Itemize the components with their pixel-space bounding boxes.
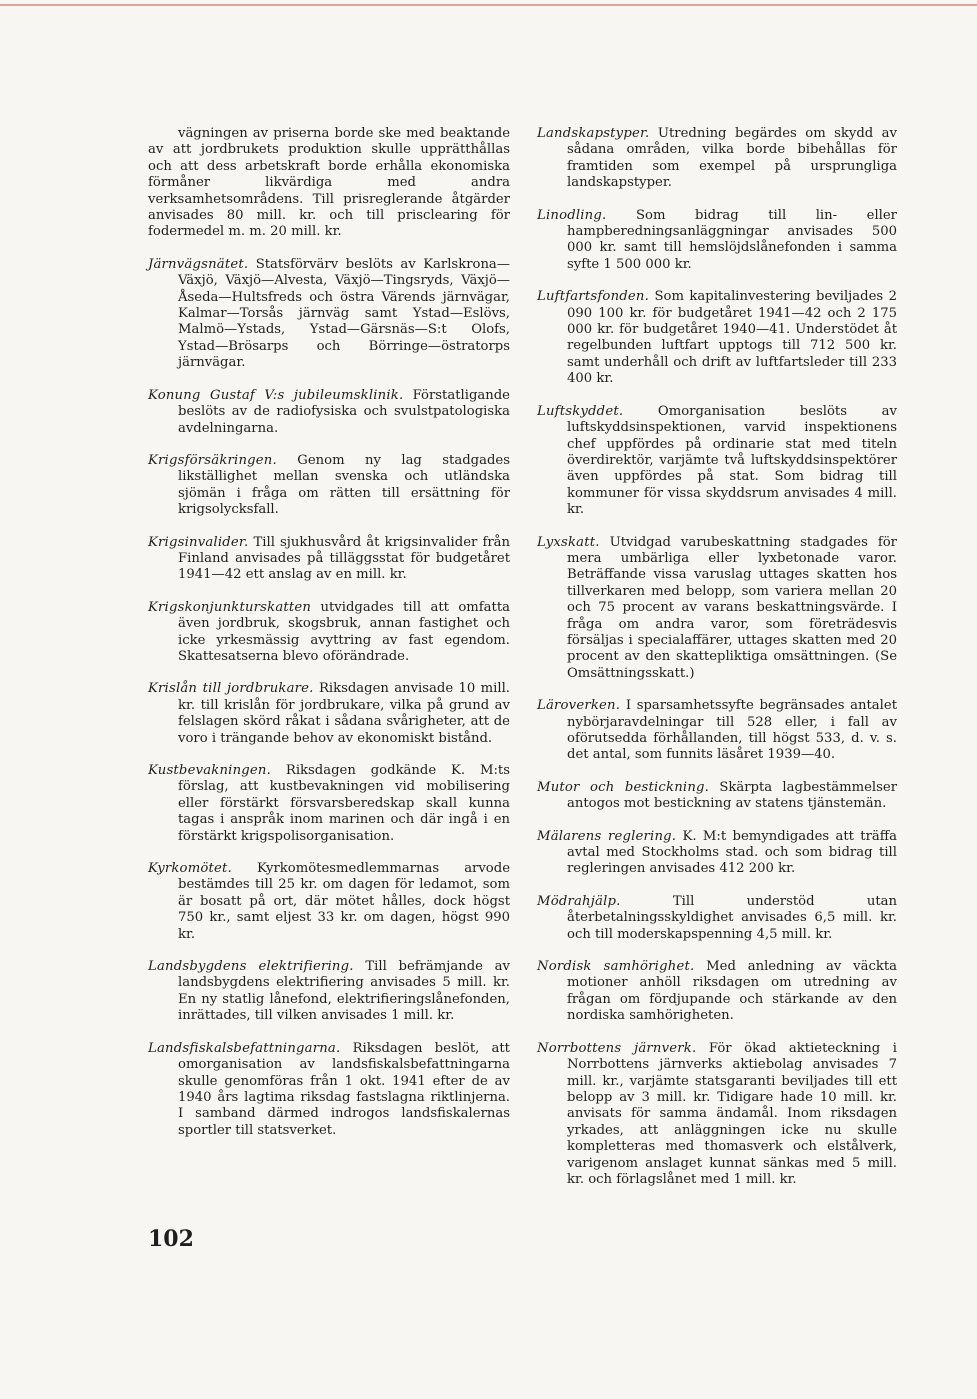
- entry-heading: Järnvägsnätet.: [148, 256, 249, 272]
- entry-text: I sparsamhetssyfte begränsades antalet nybörjaravdelningar till 528 eller, i fall av oförutsedda förhållanden, till högst 533, d. v. s. det antal, som funnits läsåret 1939—40.: [567, 698, 897, 763]
- entry-heading: Konung Gustaf V:s jubileumsklinik.: [148, 387, 404, 403]
- entry-text: Riksdagen anvisade 10 mill. kr. till krislån för jordbrukare, vilka på grund av felslagen skörd råkat i sådana svårigheter, att de voro i trängande behov av ekonomiskt bistånd.: [178, 681, 511, 746]
- left-column: [148, 126, 510, 1155]
- entry-text: Med anledning av väckta motioner anhöll riksdagen om utredning av frågan om fördjupande och stärkande av den nordiska samhörigheten.: [567, 959, 897, 1024]
- entry-heading: Norrbottens järnverk.: [537, 1040, 697, 1056]
- entry-text: Genom ny lag stadgades likställighet mellan svenska och utländska sjömän i fråga om rätten till ersättning för krigsolycksfall.: [178, 452, 510, 518]
- entry-landskapstyper: [537, 126, 897, 192]
- entry-text: Förstatligande beslöts av de radiofysiska och svulstpatologiska avdelningarna.: [178, 387, 510, 436]
- entry-text: K. M:t bemyndigades att träffa avtal med Stockholms stad. och som bidrag till regleringen anvisades 412 200 kr.: [567, 828, 898, 877]
- right-column: [537, 126, 897, 1204]
- entry-text: vägningen av priserna borde ske med beaktande av att jordbrukets produktion skulle upprätthållas och att dess arbetskraft borde erhålla ekonomiska förmåner likvärdiga med andra verksamhetsområdens. Till prisreglerande åtgärder anvisades 80 mill. kr. och till prisclearing för fodermedel m. m. 20 mill. kr.: [148, 126, 510, 240]
- entry-heading: Krigskonjunkturskatten: [148, 599, 312, 615]
- entry-heading: Mödrahjälp.: [537, 893, 621, 909]
- entry-jubileumsklinik: [148, 388, 510, 437]
- entry-heading: Landsbygdens elektrifiering.: [148, 959, 354, 975]
- entry-lyxskatt: [537, 535, 897, 683]
- entry-heading: Nordisk samhörighet.: [537, 959, 695, 975]
- entry-heading: Krislån till jordbrukare.: [148, 681, 314, 697]
- entry-krigsinvalider: [148, 535, 510, 584]
- entry-text: Kyrkomötesmedlemmarnas arvode bestämdes till 25 kr. om dagen för ledamot, som är bosatt på ort, där mötet hålles, dock högst 750 kr., samt eljest 33 kr. om dagen, högst 990 kr.: [178, 861, 510, 942]
- entry-text: Som kapitalinvestering beviljades 2 090 100 kr. för budgetåret 1941—42 och 2 175 000 kr. för budgetåret 1940—41. Understödet åt regelbunden luftfart upptogs till 712 500 kr. samt underhåll och drift av luftfartsleder till 233 400 kr.: [567, 289, 897, 387]
- entry-text: Till understöd utan återbetalningsskyldighet anvisades 6,5 mill. kr. och till moderskapspenning 4,5 mill. kr.: [567, 893, 897, 942]
- entry-heading: Landsfiskalsbefattningarna.: [148, 1040, 341, 1056]
- entry-heading: Luftfartsfonden.: [537, 289, 649, 305]
- entry-mutor-och-bestickning: [537, 780, 897, 813]
- entry-text: Till sjukhusvård åt krigsinvalider från Finland anvisades på tilläggsstat för budgetåret 1941—42 ett anslag av en mill. kr.: [178, 534, 510, 583]
- entry-heading: Krigsförsäkringen.: [148, 452, 277, 468]
- entry-laroverken: [537, 698, 897, 764]
- entry-heading: Läroverken.: [537, 698, 621, 714]
- entry-landsbygdens-elektrifiering: [148, 959, 510, 1025]
- entry-text: Riksdagen godkände K. M:ts förslag, att kustbevakningen vid mobilisering eller förstärkt försvarsberedskap skall kunna tagas i anspråk inom marinen och där ingå i en förstärkt krigspolisorganisation.: [178, 763, 510, 844]
- entry-text: Skärpta lagbestämmelser antogos mot bestickning av statens tjänstemän.: [567, 779, 897, 812]
- entry-heading: Krigsinvalider.: [148, 534, 249, 550]
- entry-text: Utredning begärdes om skydd av sådana områden, vilka borde bibehållas för framtiden som exempel på ursprungliga landskapstyper.: [567, 126, 897, 191]
- entry-heading: Linodling.: [537, 207, 607, 223]
- page-number: 102: [148, 1226, 194, 1252]
- entry-modrahjalp: [537, 894, 897, 943]
- entry-luftfartsfonden: [537, 289, 897, 387]
- entry-kyrkomotet: [148, 861, 510, 943]
- entry-krigsforsakringen: [148, 453, 510, 519]
- entry-text: utvidgades till att omfatta även jordbruk, skogsbruk, annan fastighet och icke yrkesmässig avyttring av fast egendom. Skattesatserna blevo oförändrade.: [178, 599, 510, 664]
- entry-text: Till befrämjande av landsbygdens elektrifiering anvisades 5 mill. kr. En ny statlig lånefond, elektrifieringslånefonden, inrättades, till vilken anvisades 1 mill. kr.: [178, 959, 510, 1024]
- entry-text: Riksdagen beslöt, att omorganisation av landsfiskalsbefattningarna skulle genomföras från 1 okt. 1941 efter de av 1940 års lagtima riksdag fastslagna riktlinjerna. I samband därmed indrogos landsfiskalernas sportler till statsverket.: [178, 1040, 510, 1138]
- entry-malarens-reglering: [537, 829, 897, 878]
- entry-heading: Lyxskatt.: [537, 534, 600, 550]
- entry-linodling: [537, 208, 897, 274]
- entry-landsfiskalsbefattningarna: [148, 1041, 510, 1139]
- entry-jordbruk-continued: [148, 126, 510, 241]
- entry-krigskonjunkturskatten: [148, 600, 510, 666]
- entry-norrbottens-jarnverk: [537, 1041, 897, 1189]
- entry-luftskyddet: [537, 404, 897, 519]
- entry-heading: Kustbevakningen.: [148, 763, 272, 778]
- entry-nordisk-samhorighet: [537, 959, 897, 1025]
- entry-text: Statsförvärv beslöts av Karlskrona—Växjö, Växjö—Alvesta, Växjö—Tingsryds, Växjö—Åseda—Hultsfreds och östra Värends järnvägar, Kalmar—Torsås järnväg samt Ystad—Eslövs, Malmö—Ystads, Ystad—Gärsnäs—S:t Olofs, Ystad—Brösarps och Börringe—östratorps järnvägar.: [178, 256, 510, 371]
- entry-text: Utvidgad varubeskattning stadgades för mera umbärliga eller lyxbetonade varor. Beträffande vissa varuslag uttages skatten hos tillverkaren med belopp, som variera mellan 20 och 75 procent av varans beskattningsvärde. I fråga om andra varor, som företrädesvis försäljas i specialaffärer, uttages skatten med 20 procent av den skattepliktiga omsättningen. (Se Omsättningsskatt.): [567, 534, 897, 681]
- entry-heading: Luftskyddet.: [537, 403, 624, 419]
- entry-text: Som bidrag till lin- eller hampberedningsanläggningar anvisades 500 000 kr. samt till hemslöjdslånefonden i samma syfte 1 500 000 kr.: [567, 207, 897, 272]
- entry-heading: Mutor och bestickning.: [537, 779, 710, 795]
- entry-heading: Mälarens reglering.: [537, 828, 677, 844]
- entry-jarnvagsnatet: [148, 257, 510, 372]
- top-edge-rule: [0, 4, 977, 6]
- entry-heading: Landskapstyper.: [537, 126, 650, 141]
- entry-krislan: [148, 681, 510, 747]
- entry-heading: Kyrkomötet.: [148, 861, 232, 877]
- entry-text: Omorganisation beslöts av luftskyddsinspektionen, varvid inspektionens chef uppfördes på ordinarie stat med titeln överdirektör, varjämte två luftskyddsinspektörer även uppfördes på stat. Som bidrag till kommuner för vissa skyddsrum anvisades 4 mill. kr.: [567, 403, 897, 518]
- entry-text: För ökad aktieteckning i Norrbottens järnverks aktiebolag anvisades 7 mill. kr., varjämte statsgaranti beviljades till ett belopp av 3 mill. kr. Tidigare hade 10 mill. kr. anvisats för samma ändamål. Inom riksdagen yrkades, att anläggningen icke nu skulle kompletteras med thomasverk och elstålverk, varigenom anslaget kunnat sänkas med 5 mill. kr. och förlagslånet med 1 mill. kr.: [567, 1040, 897, 1187]
- entry-kustbevakningen: [148, 763, 510, 845]
